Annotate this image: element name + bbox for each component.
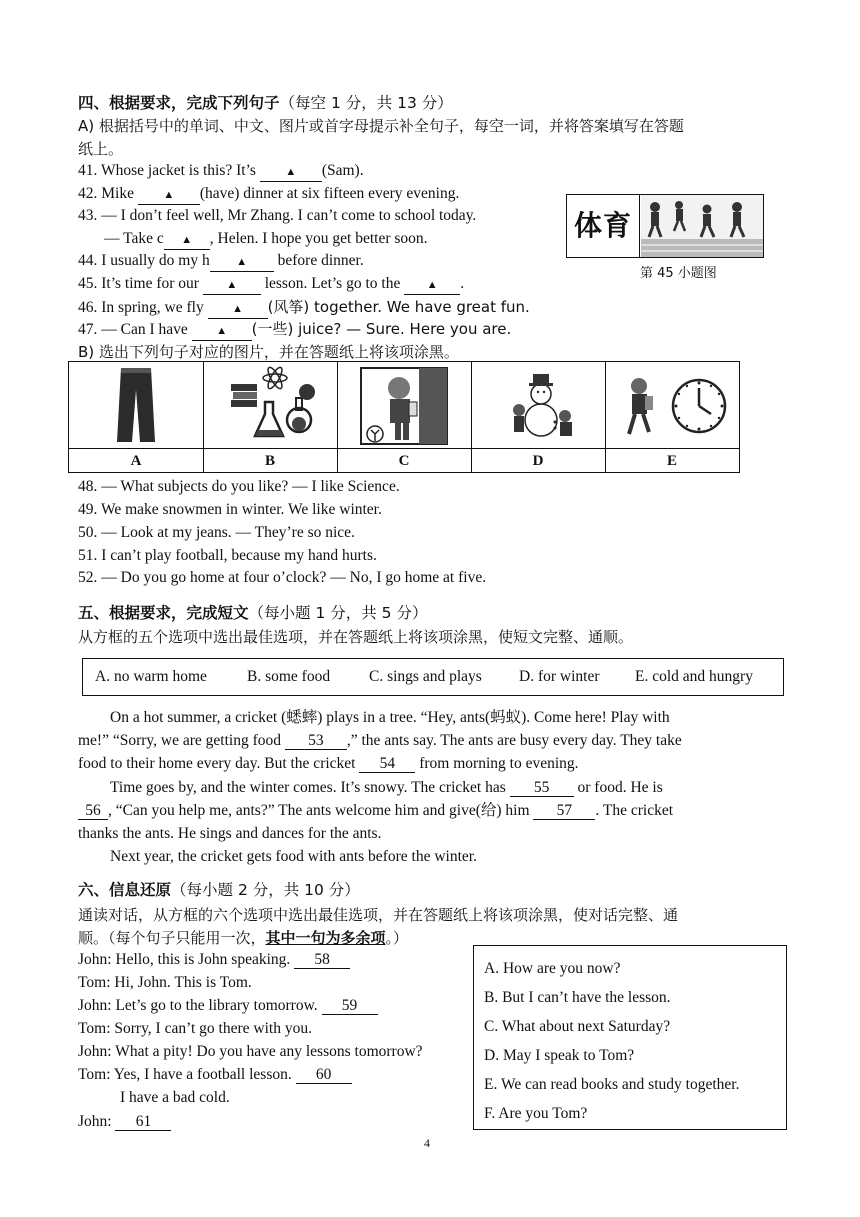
q45-picture-caption: 第 45 小题图	[640, 266, 717, 281]
picture-c[interactable]	[337, 362, 472, 472]
section5-title: 五、根据要求，完成短文	[78, 604, 249, 622]
section6-options-box	[473, 945, 787, 1130]
blank-54[interactable]: 54	[359, 755, 415, 773]
dialogue-line-6	[78, 1065, 352, 1085]
blank-55[interactable]: 55	[510, 779, 574, 797]
option-d[interactable]: D. for winter	[519, 668, 600, 685]
blank-triangle: ▲	[285, 166, 297, 178]
dialogue-line-5: John: What a pity! Do you have any lessons tomorrow?	[78, 1043, 423, 1060]
instruction-emphasis: 其中一句为多余项	[265, 929, 386, 947]
passage-text: me!” “Sorry, we are getting food	[78, 732, 281, 749]
q47-blank[interactable]	[192, 321, 252, 341]
running-kids-icon	[641, 195, 763, 257]
dialogue-option-b[interactable]: B. But I can’t have the lesson.	[484, 989, 671, 1006]
question-41	[78, 161, 364, 182]
page-number: 4	[424, 1136, 430, 1150]
partA-instruction-1: A) 根据括号中的单词、中文、图片或首字母提示补全句子，每空一词，并将答案填写在答题	[78, 117, 684, 135]
picture-b-label: B	[203, 448, 337, 473]
blank-61[interactable]: 61	[115, 1113, 171, 1131]
blank-triangle: ▲	[232, 303, 244, 315]
section4-title: 四、根据要求，完成下列句子	[78, 94, 280, 112]
picture-e[interactable]	[605, 362, 739, 472]
blank-triangle: ▲	[426, 279, 438, 291]
dialogue-line-7: I have a bad cold.	[120, 1089, 230, 1106]
dialogue-line-2: Tom: Hi, John. This is Tom.	[78, 974, 252, 991]
option-a[interactable]: A. no warm home	[95, 668, 207, 685]
section4-heading	[78, 93, 453, 113]
blank-triangle: ▲	[163, 189, 175, 201]
blank-59[interactable]: 59	[322, 997, 378, 1015]
section5-instruction: 从方框的五个选项中选出最佳选项，并在答题纸上将该项涂黑，使短文完整、通顺。	[78, 628, 634, 646]
partB-instruction: B) 选出下列句子对应的图片，并在答题纸上将该项涂黑。	[78, 343, 459, 361]
question-51: 51. I can’t play football, because my hand hurts.	[78, 547, 377, 564]
q41-blank[interactable]	[260, 162, 322, 182]
science-icon	[203, 362, 337, 448]
section5-options-box	[82, 658, 784, 696]
question-52: 52. — Do you go home at four o’clock? — No, I go home at five.	[78, 569, 487, 586]
picture-a[interactable]	[69, 362, 204, 472]
dialogue-text: John:	[78, 1113, 112, 1130]
passage-line-1: On a hot summer, a cricket (蟋蟀) plays in a tree. “Hey, ants(蚂蚁). Come here! Play with	[110, 709, 670, 726]
blank-triangle: ▲	[181, 234, 193, 246]
q44-post: before dinner.	[277, 252, 364, 269]
q42-text: 42. Mike	[78, 185, 134, 202]
partA-instruction-2: 纸上。	[78, 140, 124, 158]
q45-mid: lesson. Let’s go to the	[264, 275, 401, 292]
q45-blank-1[interactable]	[203, 275, 261, 295]
q45-blank-2[interactable]	[404, 275, 460, 295]
snowman-icon	[471, 362, 605, 448]
blank-triangle: ▲	[226, 279, 238, 291]
dialogue-option-d[interactable]: D. May I speak to Tom?	[484, 1047, 635, 1064]
question-47	[78, 319, 511, 341]
question-44	[78, 251, 364, 272]
q41-hint: (Sam).	[321, 162, 364, 179]
q46-blank[interactable]	[208, 299, 268, 319]
dialogue-line-4: Tom: Sorry, I can’t go there with you.	[78, 1020, 312, 1037]
q47-text: 47. — Can I have	[78, 321, 188, 338]
dialogue-option-e[interactable]: E. We can read books and study together.	[484, 1076, 740, 1093]
blank-60[interactable]: 60	[296, 1066, 352, 1084]
passage-line-2	[78, 731, 682, 751]
picture-c-label: C	[337, 448, 471, 473]
question-46	[78, 297, 530, 319]
picture-d-label: D	[471, 448, 605, 473]
question-43a: 43. — I don’t feel well, Mr Zhang. I can’t come to school today.	[78, 207, 477, 224]
section6-title: 六、信息还原	[78, 881, 172, 899]
section5-heading	[78, 603, 427, 623]
passage-text: from morning to evening.	[419, 755, 579, 772]
question-49: 49. We make snowmen in winter. We like winter.	[78, 501, 382, 518]
question-45	[78, 274, 464, 295]
passage-line-4	[110, 778, 663, 798]
section5-score: （每小题 1 分，共 5 分）	[248, 604, 428, 622]
boy-hurt-hand-icon	[337, 362, 471, 448]
section6-instruction-2	[78, 928, 408, 948]
q46-hint: (风筝) together. We have great fun.	[267, 298, 530, 316]
q42-hint: (have) dinner at six fifteen every evening.	[199, 185, 460, 202]
section4-score: （每空 1 分，共 13 分）	[279, 94, 453, 112]
dialogue-line-3	[78, 996, 378, 1016]
q45-post: .	[460, 275, 465, 292]
blank-triangle: ▲	[236, 256, 248, 268]
q46-text: 46. In spring, we fly	[78, 299, 204, 316]
passage-line-3	[78, 754, 579, 774]
picture-e-label: E	[605, 448, 739, 473]
instruction-text: 。）	[385, 929, 409, 947]
dialogue-option-a[interactable]: A. How are you now?	[484, 960, 621, 977]
passage-text: food to their home every day. But the cricket	[78, 755, 356, 772]
q43-text: — Take c	[104, 230, 164, 247]
section6-heading	[78, 880, 360, 900]
q45-picture	[566, 194, 764, 258]
option-b[interactable]: B. some food	[247, 668, 331, 685]
picture-b[interactable]	[203, 362, 338, 472]
blank-56[interactable]: 56	[78, 802, 108, 820]
q42-blank[interactable]	[138, 185, 200, 205]
jeans-icon	[69, 362, 203, 448]
passage-line-6: thanks the ants. He sings and dances for the ants.	[78, 825, 382, 842]
q41-text: 41. Whose jacket is this? It’s	[78, 162, 256, 179]
q44-text: 44. I usually do my h	[78, 252, 210, 269]
question-43b	[104, 229, 428, 250]
dialogue-option-f[interactable]: F. Are you Tom?	[484, 1105, 588, 1122]
question-48: 48. — What subjects do you like? — I like Science.	[78, 478, 400, 495]
section6-score: （每小题 2 分，共 10 分）	[171, 881, 360, 899]
question-50: 50. — Look at my jeans. — They’re so nice.	[78, 524, 355, 541]
passage-text: Time goes by, and the winter comes. It’s snowy. The cricket has	[110, 779, 506, 796]
blank-57[interactable]: 57	[533, 802, 595, 820]
blank-53[interactable]: 53	[285, 732, 347, 750]
question-42	[78, 184, 459, 205]
picture-a-label: A	[69, 448, 203, 473]
dialogue-line-8	[78, 1112, 171, 1132]
q43-post: , Helen. I hope you get better soon.	[209, 230, 428, 247]
dialogue-option-c[interactable]: C. What about next Saturday?	[484, 1018, 671, 1035]
passage-line-7: Next year, the cricket gets food with ants before the winter.	[110, 848, 477, 865]
q43-blank[interactable]	[164, 230, 210, 250]
boy-clock-icon	[605, 362, 739, 448]
dialogue-line-1	[78, 950, 350, 970]
instruction-text: 顺。（每个句子只能用一次，	[78, 929, 266, 947]
dialogue-text: Tom: Yes, I have a football lesson.	[78, 1066, 292, 1083]
option-c[interactable]: C. sings and plays	[369, 668, 482, 685]
q45-text: 45. It’s time for our	[78, 275, 199, 292]
dialogue-text: John: Let’s go to the library tomorrow.	[78, 997, 318, 1014]
passage-text: , “Can you help me, ants?” The ants welcome him and give(给) him	[108, 802, 530, 819]
picture-d[interactable]	[471, 362, 606, 472]
q47-hint: (一些) juice? — Sure. Here you are.	[251, 320, 512, 338]
picture-table	[68, 361, 740, 473]
passage-text: or food. He is	[577, 779, 663, 796]
blank-triangle: ▲	[216, 325, 228, 337]
dialogue-text: John: Hello, this is John speaking.	[78, 951, 291, 968]
passage-text: ,” the ants say. The ants are busy every day. They take	[346, 732, 682, 749]
q44-blank[interactable]	[210, 252, 274, 272]
passage-line-5	[78, 801, 673, 821]
option-e[interactable]: E. cold and hungry	[635, 668, 753, 685]
passage-text: . The cricket	[595, 802, 674, 819]
blank-58[interactable]: 58	[294, 951, 350, 969]
section6-instruction-1: 通读对话，从方框的六个选项中选出最佳选项，并在答题纸上将该项涂黑，使对话完整、通	[78, 906, 679, 924]
pe-text: 体育	[567, 195, 640, 257]
